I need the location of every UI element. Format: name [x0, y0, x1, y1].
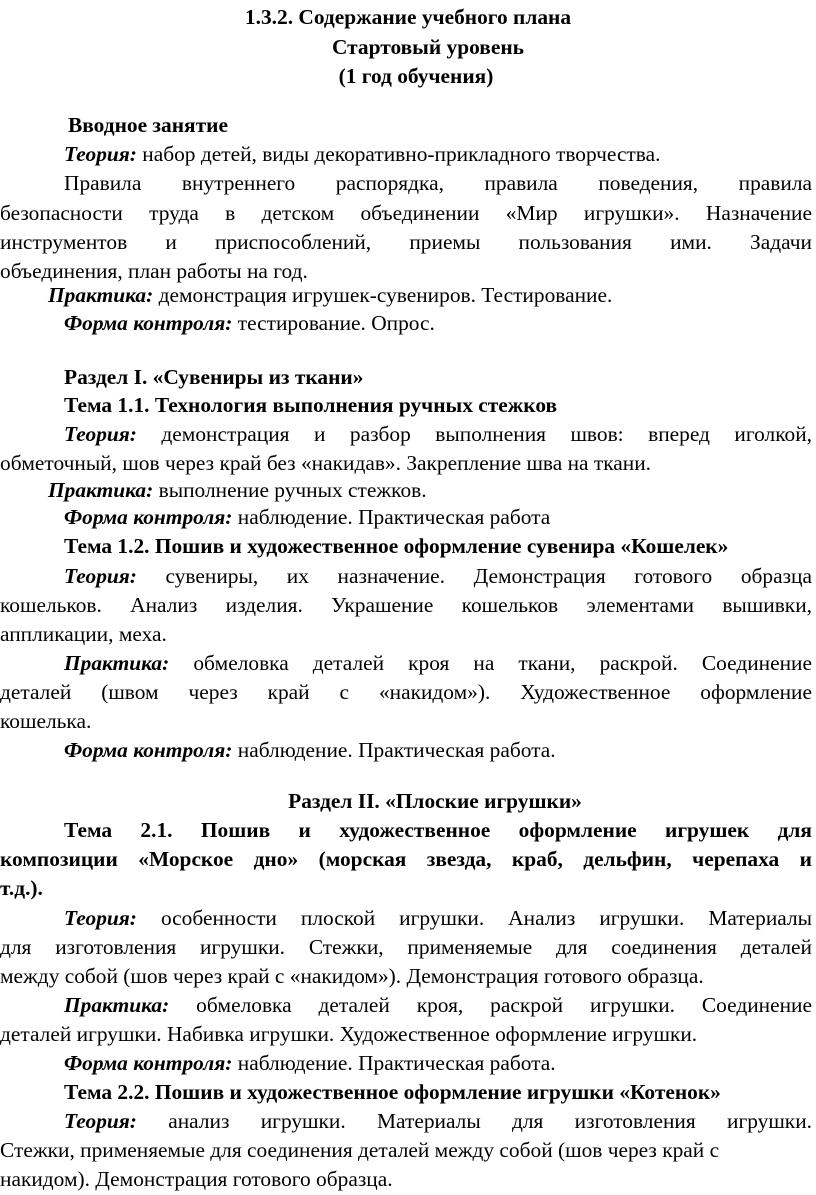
- intro-title: Вводное занятие: [68, 113, 228, 137]
- topic-1-1-practice: [0, 475, 816, 506]
- practice-label: Практика:: [64, 993, 170, 1017]
- topic-1-2-title: Тема 1.2. Пошив и художественное оформление сувенира «Кошелек»: [64, 534, 729, 558]
- control-text: наблюдение. Практическая работа.: [232, 738, 556, 762]
- theory-text: демонстрация и разбор выполнения швов: вперед иголкой,: [136, 422, 812, 446]
- theory-text: сувениры, их назначение. Демонстрация готового образца: [136, 564, 812, 588]
- topic-2-1-practice: [0, 990, 812, 1021]
- practice-label: Практика:: [48, 478, 154, 502]
- practice-text: обмеловка деталей кроя на ткани, раскрой. Соединение: [169, 651, 812, 675]
- topic-1-2-theory-line: аппликации, меха.: [0, 622, 167, 646]
- topic-1-2-theory: [0, 561, 812, 592]
- topic-2-1-practice-line: деталей игрушки. Набивка игрушки. Художественное оформление игрушки.: [0, 1022, 698, 1046]
- topic-1-1-control: [0, 502, 816, 533]
- practice-label: Практика:: [64, 651, 170, 675]
- intro-paragraph-line: Правила внутреннего распорядка, правила поведения, правила: [64, 171, 812, 195]
- topic-1-1-title: Тема 1.1. Технология выполнения ручных стежков: [64, 393, 558, 417]
- practice-label: Практика:: [48, 283, 154, 307]
- control-text: наблюдение. Практическая работа.: [232, 1051, 556, 1075]
- control-label: Форма контроля:: [64, 738, 233, 762]
- topic-2-2-theory-line: накидом). Демонстрация готового образца.: [0, 1167, 393, 1191]
- theory-text: особенности плоской игрушки. Анализ игрушки. Материалы: [136, 906, 812, 930]
- theory-text: набор детей, виды декоративно-прикладного творчества.: [136, 142, 661, 166]
- control-label: Форма контроля:: [64, 1051, 233, 1075]
- topic-2-1-theory: [0, 903, 812, 934]
- topic-1-2-theory-line: кошельков. Анализ изделия. Украшение кошельков элементами вышивки,: [0, 593, 812, 617]
- topic-1-1-theory-line: обметочный, шов через край без «накидав». Закрепление шва на ткани.: [0, 451, 652, 475]
- control-label: Форма контроля:: [64, 505, 233, 529]
- topic-2-1-title-line: Тема 2.1. Пошив и художественное оформление игрушек для: [64, 818, 812, 842]
- topic-1-2-control: [0, 735, 816, 766]
- topic-1-2-practice-line: кошелька.: [0, 709, 92, 733]
- practice-text: обмеловка деталей кроя, раскрой игрушки. Соединение: [169, 993, 812, 1017]
- topic-1-2-practice: [0, 648, 812, 679]
- section-number-title: 1.3.2. Содержание учебного плана: [244, 5, 572, 29]
- intro-practice: [0, 280, 816, 311]
- theory-label: Теория:: [64, 142, 137, 166]
- topic-2-2-theory: [0, 1106, 812, 1137]
- intro-paragraph-line: безопасности труда в детском объединении «Мир игрушки». Назначение: [0, 201, 812, 225]
- intro-paragraph-line: инструментов и приспособлений, приемы пользования ими. Задачи: [0, 230, 812, 254]
- topic-2-2-theory-line: Стежки, применяемые для соединения деталей между собой (шов через край с: [0, 1138, 720, 1162]
- control-text: тестирование. Опрос.: [232, 311, 435, 335]
- control-label: Форма контроля:: [64, 311, 233, 335]
- intro-paragraph-line: объединения, план работы на год.: [0, 259, 308, 283]
- topic-2-1-theory-line: между собой (шов через край с «накидом»). Демонстрация готового образца.: [0, 964, 704, 988]
- theory-label: Теория:: [64, 422, 137, 446]
- topic-2-1-title-line: композиции «Морское дно» (морская звезда, краб, дельфин, черепаха и: [0, 847, 812, 871]
- topic-2-1-theory-line: для изготовления игрушки. Стежки, применяемые для соединения деталей: [0, 935, 812, 959]
- practice-text: выполнение ручных стежков.: [153, 478, 427, 502]
- theory-label: Теория:: [64, 564, 137, 588]
- intro-theory: [0, 139, 816, 170]
- level-title: Стартовый уровень: [332, 35, 524, 59]
- topic-2-1-control: [0, 1048, 816, 1079]
- topic-1-2-practice-line: деталей (швом через край с «накидом»). Художественное оформление: [0, 680, 812, 704]
- topic-2-1-title-line: т.д.).: [0, 876, 43, 900]
- intro-control: [0, 308, 816, 339]
- topic-1-1-theory: [0, 419, 812, 450]
- section1-title: Раздел I. «Сувениры из ткани»: [64, 365, 364, 389]
- section2-title: Раздел II. «Плоские игрушки»: [288, 789, 582, 813]
- theory-label: Теория:: [64, 906, 137, 930]
- year-title: (1 год обучения): [338, 64, 494, 88]
- theory-label: Теория:: [64, 1109, 137, 1133]
- theory-text: анализ игрушки. Материалы для изготовления игрушки.: [136, 1109, 812, 1133]
- control-text: наблюдение. Практическая работа: [232, 505, 551, 529]
- practice-text: демонстрация игрушек-сувениров. Тестирование.: [153, 283, 613, 307]
- topic-2-2-title: Тема 2.2. Пошив и художественное оформление игрушки «Котенок»: [64, 1080, 721, 1104]
